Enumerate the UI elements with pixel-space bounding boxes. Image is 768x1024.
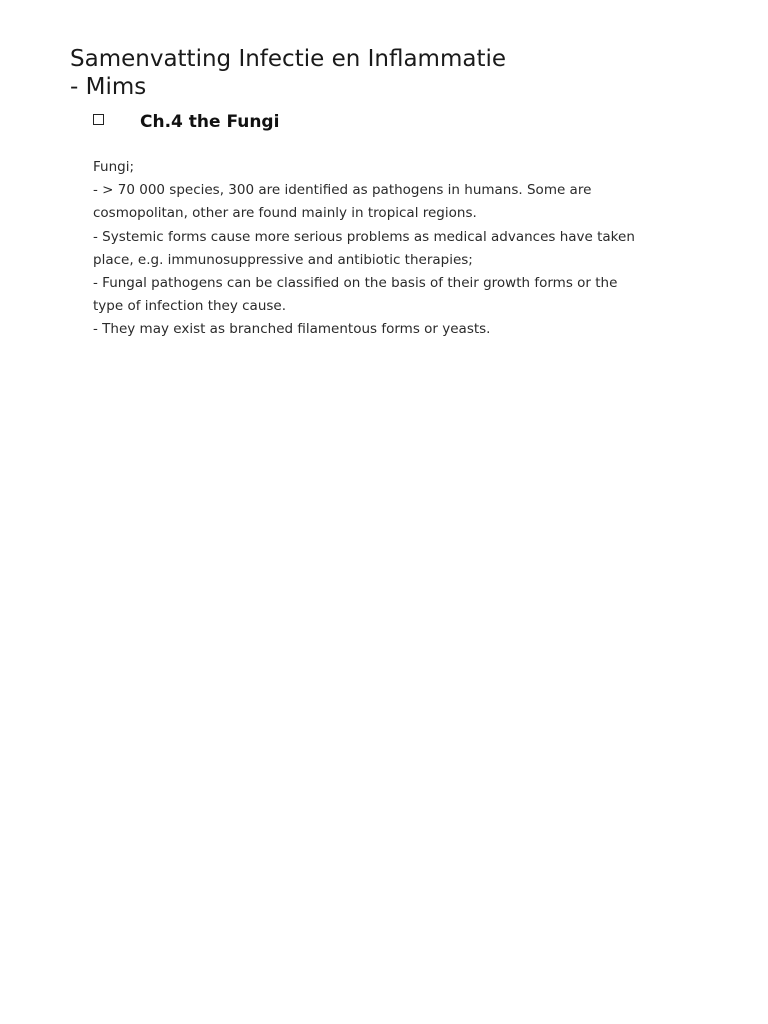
text-line: cosmopolitan, other are found mainly in tropical regions. — [93, 205, 477, 222]
text-line: place, e.g. immunosuppressive and antibiotic therapies; — [93, 251, 473, 268]
document-title-line-2: - Mims — [70, 74, 147, 100]
chapter-item — [93, 110, 279, 134]
text-line: - They may exist as branched filamentous forms or yeasts. — [93, 321, 491, 338]
text-line: - Systemic forms cause more serious problems as medical advances have taken — [93, 228, 635, 245]
text-line: - > 70 000 species, 300 are identified as pathogens in humans. Some are — [93, 182, 592, 199]
document-title — [70, 45, 670, 101]
document-title-line-1: Samenvatting Infectie en Inflammatie — [70, 46, 507, 72]
text-line: Fungi; — [93, 159, 135, 175]
empty-square-icon — [93, 114, 104, 125]
chapter-heading: Ch.4 the Fungi — [140, 112, 280, 132]
text-line: - Fungal pathogens can be classified on the basis of their growth forms or the — [93, 275, 618, 292]
body-text — [93, 156, 683, 342]
text-line: type of infection they cause. — [93, 298, 287, 315]
